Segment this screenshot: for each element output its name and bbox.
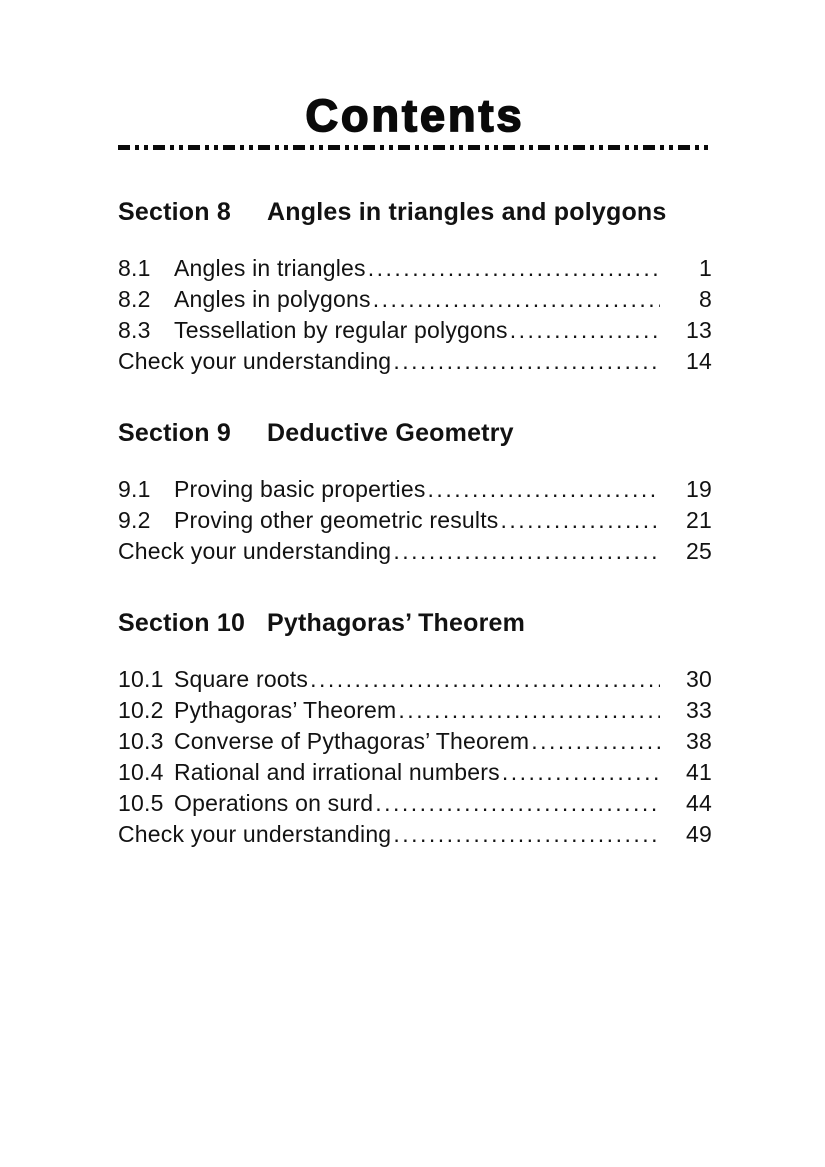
entry-page-number: 13 <box>686 317 712 344</box>
toc-entry <box>118 505 712 536</box>
entry-number: 8.3 <box>118 317 151 344</box>
entry-title: Angles in polygons <box>174 286 371 313</box>
toc-entry-check-understanding <box>118 819 712 850</box>
toc-entry <box>118 664 712 695</box>
entry-number: 9.2 <box>118 507 151 534</box>
toc-entry <box>118 757 712 788</box>
entry-page-number: 19 <box>686 476 712 503</box>
section-label: Section 8 <box>118 198 231 227</box>
dot-leader <box>391 819 660 850</box>
contents-page <box>118 0 712 850</box>
entry-page-number: 25 <box>686 538 712 565</box>
entry-title: Tessellation by regular polygons <box>174 317 508 344</box>
section-title: Angles in triangles and polygons <box>267 198 667 227</box>
dot-leader <box>500 757 660 788</box>
entry-page-number: 44 <box>686 790 712 817</box>
dot-leader <box>308 664 660 695</box>
entry-page-number: 30 <box>686 666 712 693</box>
dot-leader <box>373 788 660 819</box>
toc-list <box>118 253 712 377</box>
toc-list <box>118 664 712 850</box>
entry-number: 10.3 <box>118 728 164 755</box>
toc-entry <box>118 474 712 505</box>
entry-number: 8.2 <box>118 286 151 313</box>
entry-title: Square roots <box>174 666 309 693</box>
entry-number: 10.2 <box>118 697 164 724</box>
dot-leader <box>366 253 660 284</box>
entry-title: Proving basic properties <box>174 476 426 503</box>
dot-leader <box>426 474 660 505</box>
entry-title: Proving other geometric results <box>174 507 499 534</box>
toc-entry <box>118 253 712 284</box>
dot-leader <box>396 695 660 726</box>
section-label: Section 10 <box>118 609 246 638</box>
page-title: Contents <box>305 90 525 141</box>
entry-title: Check your understanding <box>118 348 392 375</box>
toc-section-9 <box>118 418 712 567</box>
section-heading <box>118 197 712 227</box>
toc-entry <box>118 284 712 315</box>
section-title: Pythagoras’ Theorem <box>267 609 526 638</box>
entry-title: Operations on surd <box>174 790 374 817</box>
toc-entry <box>118 315 712 346</box>
entry-page-number: 33 <box>686 697 712 724</box>
toc-entry <box>118 788 712 819</box>
toc-entry <box>118 695 712 726</box>
entry-number: 10.5 <box>118 790 164 817</box>
dot-leader <box>371 284 660 315</box>
entry-number: 10.1 <box>118 666 164 693</box>
entry-page-number: 21 <box>686 507 712 534</box>
entry-page-number: 8 <box>699 286 712 313</box>
entry-page-number: 49 <box>686 821 712 848</box>
entry-number: 10.4 <box>118 759 164 786</box>
dot-leader <box>391 536 660 567</box>
section-heading <box>118 418 712 448</box>
entry-title: Check your understanding <box>118 821 392 848</box>
toc-section-8 <box>118 197 712 377</box>
dot-leader <box>499 505 660 536</box>
dot-leader <box>529 726 660 757</box>
dot-leader <box>391 346 660 377</box>
entry-page-number: 41 <box>686 759 712 786</box>
entry-title: Rational and irrational numbers <box>174 759 500 786</box>
section-heading <box>118 608 712 638</box>
entry-page-number: 1 <box>699 255 712 282</box>
entry-title: Check your understanding <box>118 538 392 565</box>
toc-section-10 <box>118 608 712 850</box>
section-label: Section 9 <box>118 419 231 448</box>
toc-entry <box>118 726 712 757</box>
section-title: Deductive Geometry <box>267 419 514 448</box>
entry-title: Pythagoras’ Theorem <box>174 697 397 724</box>
entry-page-number: 14 <box>686 348 712 375</box>
entry-number: 9.1 <box>118 476 151 503</box>
title-divider-rule <box>118 145 712 150</box>
entry-number: 8.1 <box>118 255 151 282</box>
dot-leader <box>508 315 660 346</box>
toc-list <box>118 474 712 567</box>
toc-entry-check-understanding <box>118 346 712 377</box>
toc-entry-check-understanding <box>118 536 712 567</box>
entry-page-number: 38 <box>686 728 712 755</box>
entry-title: Converse of Pythagoras’ Theorem <box>174 728 530 755</box>
entry-title: Angles in triangles <box>174 255 366 282</box>
